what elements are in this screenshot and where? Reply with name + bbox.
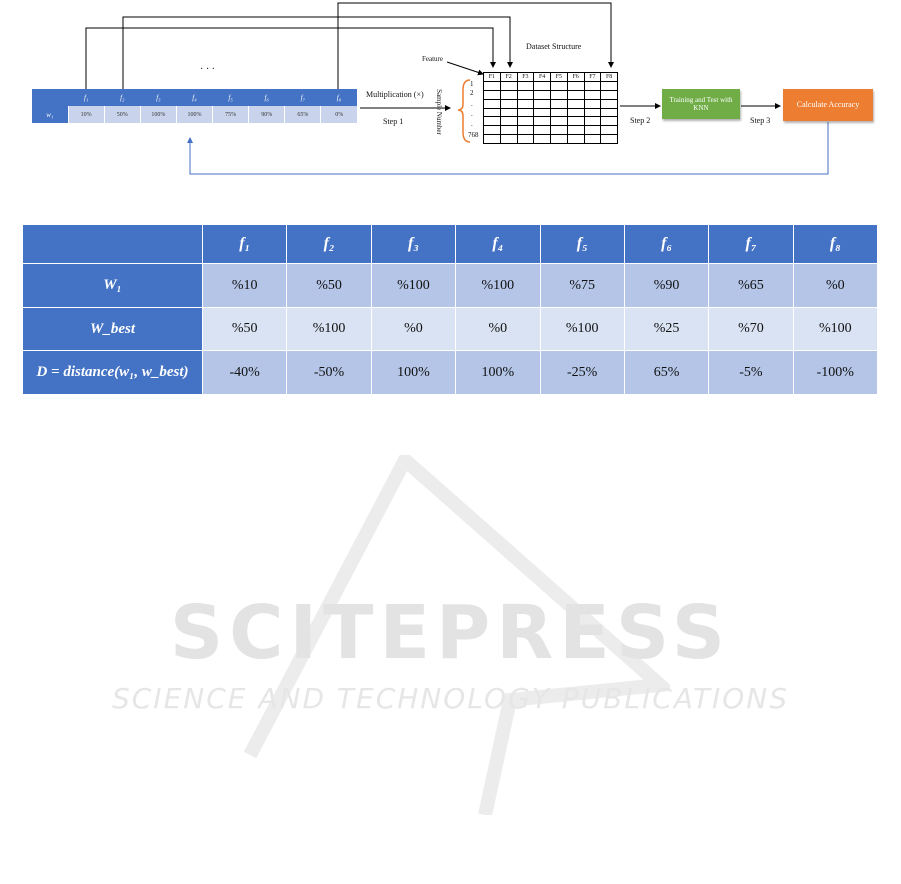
table-cell: %100 (287, 308, 371, 351)
table-cell: -50% (287, 351, 371, 395)
table-cell: 65% (624, 351, 708, 395)
weights-value-cell: 100% (140, 106, 176, 123)
step1-label: Step 1 (383, 117, 404, 126)
watermark-subtitle: SCIENCE AND TECHNOLOGY PUBLICATIONS (111, 682, 790, 715)
header-cell: f₇ (709, 225, 793, 264)
table-cell: %0 (793, 264, 877, 308)
table-cell: %100 (371, 264, 455, 308)
table-cell: -40% (203, 351, 287, 395)
weights-value-cell: 50% (104, 106, 140, 123)
header-cell: f₅ (540, 225, 624, 264)
table-cell: %100 (456, 264, 540, 308)
table-row (23, 308, 878, 351)
table-cell: %90 (624, 264, 708, 308)
dataset-structure-label: Dataset Structure (526, 42, 582, 51)
dataset-column-label: F3 (517, 73, 534, 82)
row-label: 2 (470, 89, 474, 97)
table-cell: %50 (203, 308, 287, 351)
watermark-title: SCITEPRESS (169, 590, 732, 676)
step2-label: Step 2 (630, 116, 651, 125)
step3-label: Step 3 (750, 116, 771, 125)
header-cell: f₃ (371, 225, 455, 264)
table-row (23, 351, 878, 395)
table-cell: %25 (624, 308, 708, 351)
table-row (23, 264, 878, 308)
header-cell: f₂ (287, 225, 371, 264)
weights-header-cell: f₁ (68, 89, 104, 106)
weights-header-cell: f₅ (213, 89, 249, 106)
dataset-column-label: F1 (484, 73, 501, 82)
weights-value-cell: 65% (285, 106, 321, 123)
table-cell: -100% (793, 351, 877, 395)
row-label: . (471, 100, 473, 108)
row-label: 768 (468, 131, 479, 139)
row-label: . (471, 110, 473, 118)
weights-header-row (32, 89, 357, 106)
dataset-column-label: F6 (567, 73, 584, 82)
sample-number-label: Sample Number (434, 89, 443, 135)
row-label: 1 (470, 80, 474, 88)
table-cell: %65 (709, 264, 793, 308)
table-cell: %0 (371, 308, 455, 351)
header-corner (23, 225, 203, 264)
weights-value-cell: 90% (249, 106, 285, 123)
table-cell: 100% (456, 351, 540, 395)
table-cell: -25% (540, 351, 624, 395)
weights-value-cell: 0% (321, 106, 357, 123)
dataset-grid (483, 72, 618, 144)
row-label: . (471, 120, 473, 128)
weights-header-cell: f₇ (285, 89, 321, 106)
table-cell: %50 (287, 264, 371, 308)
table-cell: %75 (540, 264, 624, 308)
weights-value-cell: 100% (176, 106, 212, 123)
header-cell: f₁ (203, 225, 287, 264)
weights-header-cell: f₄ (176, 89, 212, 106)
dataset-column-label: F2 (500, 73, 517, 82)
weights-header-corner (32, 89, 68, 106)
dataset-column-label: F4 (534, 73, 551, 82)
dataset-column-label: F8 (601, 73, 618, 82)
row-header: W_best (23, 308, 203, 351)
feature-label: Feature (422, 55, 443, 63)
knn-box: Training and Test with KNN (662, 89, 740, 119)
weights-header-cell: f₂ (104, 89, 140, 106)
table-cell: 100% (371, 351, 455, 395)
ellipsis-dots: · · · (200, 64, 215, 75)
header-cell: f₈ (793, 225, 877, 264)
table-cell: -5% (709, 351, 793, 395)
weights-row-label: w₁ (32, 106, 68, 123)
header-cell: f₆ (624, 225, 708, 264)
table-cell: %100 (540, 308, 624, 351)
row-header: D = distance(w₁, w_best) (23, 351, 203, 395)
multiplication-label: Multiplication (×) (366, 90, 424, 99)
distance-table (22, 224, 878, 395)
table-cell: %10 (203, 264, 287, 308)
header-cell: f₄ (456, 225, 540, 264)
row-header: W₁ (23, 264, 203, 308)
weights-header-cell: f₃ (140, 89, 176, 106)
table-cell: %100 (793, 308, 877, 351)
table-cell: %0 (456, 308, 540, 351)
dataset-column-label: F5 (551, 73, 568, 82)
weights-header-cell: f₈ (321, 89, 357, 106)
dataset-column-label: F7 (584, 73, 601, 82)
dataset-grid-header (484, 73, 618, 82)
weights-table (32, 89, 357, 123)
weights-value-cell: 10% (68, 106, 104, 123)
table-cell: %70 (709, 308, 793, 351)
distance-table-header (23, 225, 878, 264)
weights-value-cell: 75% (213, 106, 249, 123)
weights-header-cell: f₆ (249, 89, 285, 106)
accuracy-box: Calculate Accuracy (783, 89, 873, 121)
weights-value-row (32, 106, 357, 123)
